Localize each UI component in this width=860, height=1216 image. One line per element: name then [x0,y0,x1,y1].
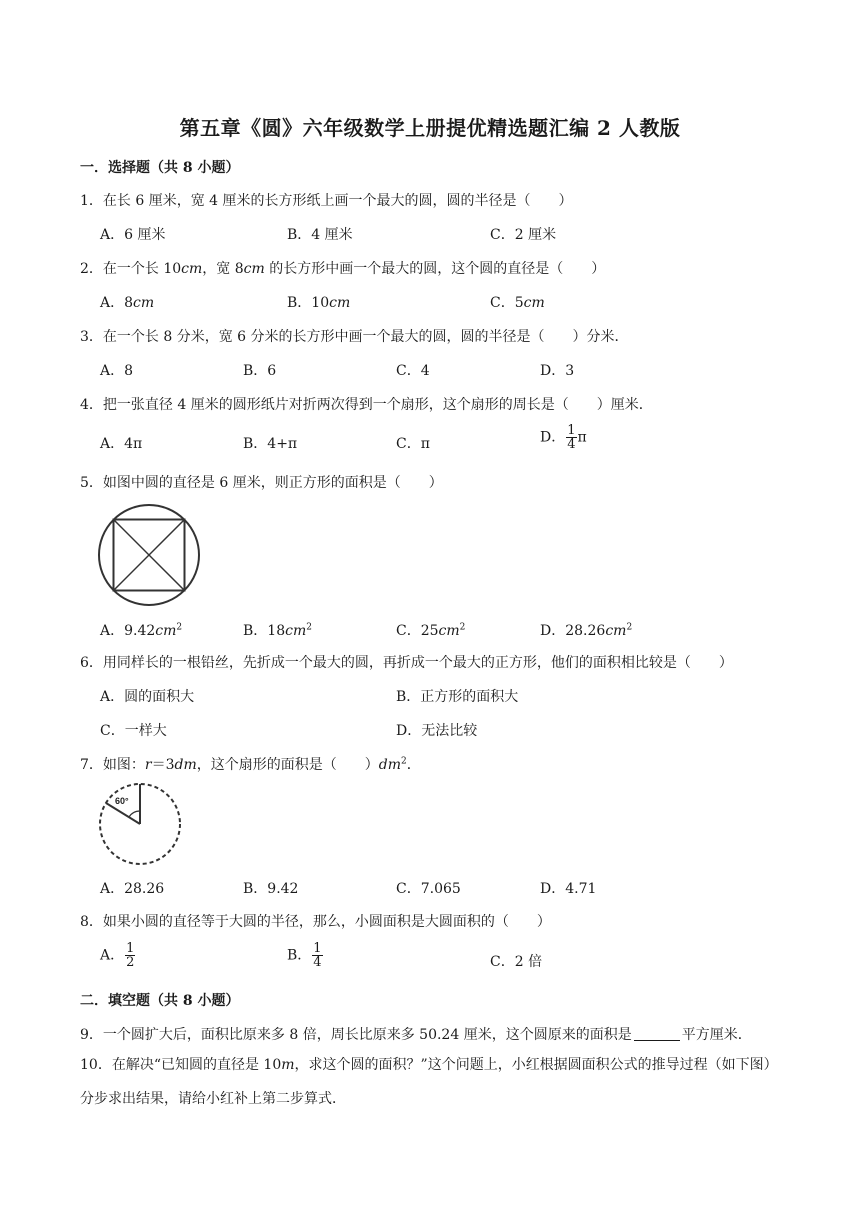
question-7: 7．如图：r＝3dm，这个扇形的面积是（ ）$dm^2$． [80,756,421,773]
q6-option-c: C．一样大 [100,723,167,739]
q6-option-a: A．圆的面积大 [100,689,195,705]
q2-option-c: C．5cm [490,295,545,311]
sector-figure [98,782,186,866]
answer-blank [634,1040,680,1041]
page-title: 第五章《圆》六年级数学上册提优精选题汇编 2 人教版 [179,116,681,140]
q4-option-a: A．4π [100,436,143,452]
q8-option-a: A． $\frac{1}{2}$ [100,941,135,970]
question-9: 9．一个圆扩大后，面积比原来多 8 倍，周长比原来多 50.24 厘米，这个圆原来的面积是 平方厘米． [80,1027,752,1043]
angle-label: 60° [115,796,129,806]
q5-option-b: B．$18cm^2$ [243,622,312,639]
q1-option-c: C．2 厘米 [490,227,557,243]
q7-option-b: B．9.42 [243,881,299,897]
fraction: $\frac{1}{4}$ [567,423,576,452]
question-3: 3．在一个长 8 分米，宽 6 分米的长方形中画一个最大的圆，圆的半径是（ ）分米． [80,329,629,345]
fraction: $\frac{1}{4}$ [313,941,322,970]
q6-option-b: B．正方形的面积大 [396,689,519,705]
q1-option-b: B．4 厘米 [287,227,353,243]
q8-option-b: B． $\frac{1}{4}$ [287,941,322,970]
q7-option-c: C．7.065 [396,881,461,897]
q8-option-c: C．2 倍 [490,954,543,970]
q4-option-d: D． $\frac{1}{4}$ π [540,423,587,452]
q4-option-c: C．π [396,436,430,452]
question-6: 6．用同样长的一根铅丝，先折成一个最大的圆，再折成一个最大的正方形，他们的面积相比较是（ ） [80,655,733,671]
q2-option-a: A．8cm [100,295,155,311]
question-4: 4．把一张直径 4 厘米的圆形纸片对折两次得到一个扇形，这个扇形的周长是（ ）厘米． [80,397,653,413]
q3-option-b: B．6 [243,363,277,379]
q6-option-d: D．无法比较 [396,723,478,739]
q1-option-a: A．6 厘米 [100,227,166,243]
q7-option-a: A．28.26 [100,881,165,897]
question-2: 2．在一个长 10cm，宽 8cm 的长方形中画一个最大的圆，这个圆的直径是（ ） [80,261,606,277]
q5-option-c: C．$25cm^2$ [396,622,466,639]
q3-option-c: C．4 [396,363,430,379]
section-heading-fill: 二．填空题（共 8 小题） [80,993,240,1009]
question-8: 8．如果小圆的直径等于大圆的半径，那么，小圆面积是大圆面积的（ ） [80,914,551,930]
q7-option-d: D．4.71 [540,881,597,897]
question-1: 1．在长 6 厘米，宽 4 厘米的长方形纸上画一个最大的圆，圆的半径是（ ） [80,193,573,209]
fraction: $\frac{1}{2}$ [126,941,135,970]
q3-option-d: D．3 [540,363,575,379]
q2-option-b: B．10cm [287,295,351,311]
q5-option-a: A．$9.42cm^2$ [100,622,183,639]
q4-option-b: B．4+π [243,436,298,452]
circle-square-figure [95,504,203,606]
question-5: 5．如图中圆的直径是 6 厘米，则正方形的面积是（ ） [80,475,443,491]
q5-option-d: D．$28.26cm^2$ [540,622,633,639]
q3-option-a: A．8 [100,363,134,379]
section-heading-choice: 一．选择题（共 8 小题） [80,160,240,176]
question-10: 10．在解决“已知圆的直径是 10m，求这个圆的面积？”这个问题上，小红根据圆面积公式的推导过程（如下图）分步求出结果，请给小红补上第二步算式． [80,1057,778,1107]
